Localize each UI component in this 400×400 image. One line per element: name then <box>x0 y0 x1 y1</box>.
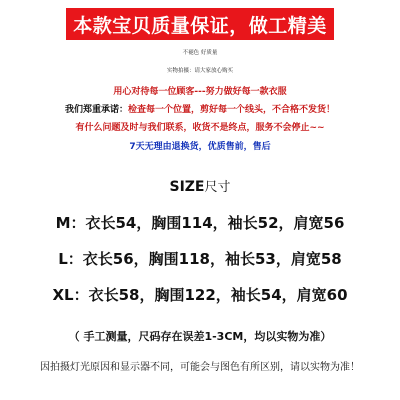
promise-line-commitment <box>0 102 400 115</box>
promise-line-care: 用心对待每一位顾客---努力做好每一款衣服 <box>113 87 287 97</box>
size-heading <box>0 176 400 195</box>
quality-banner: 本款宝贝质量保证，做工精美 <box>66 8 334 40</box>
promise-line-returns: 7天无理由退换货，优质售前，售后 <box>129 142 271 152</box>
measurement-note: （ 手工测量，尺码存在误差1-3CM，均以实物为准） <box>68 330 332 343</box>
commitment-highlight: 检查每一个位置，剪好每一个线头，不合格不发货！ <box>128 105 336 115</box>
size-title: SIZE <box>169 179 205 195</box>
size-title-suffix: 尺寸 <box>204 180 231 195</box>
info-line-photo: 实物拍摄：请大家放心购买 <box>166 68 233 74</box>
size-row-xl: XL：衣长58，胸围122，袖长54，肩宽60 <box>52 286 348 304</box>
promise-line-service: 有什么问题及时与我们联系，收货不是终点，服务不会停止~~ <box>75 123 325 133</box>
color-disclaimer: 因拍摄灯光原因和显示器不同，可能会与图色有所区别，请以实物为准！ <box>40 362 360 373</box>
commitment-prefix: 我们郑重承诺： <box>64 105 128 115</box>
info-line-quality: 不褪色 好质量 <box>182 50 218 56</box>
size-row-l: L：衣长56，胸围118，袖长53，肩宽58 <box>58 250 342 268</box>
size-row-m: M：衣长54，胸围114，袖长52，肩宽56 <box>55 214 345 232</box>
